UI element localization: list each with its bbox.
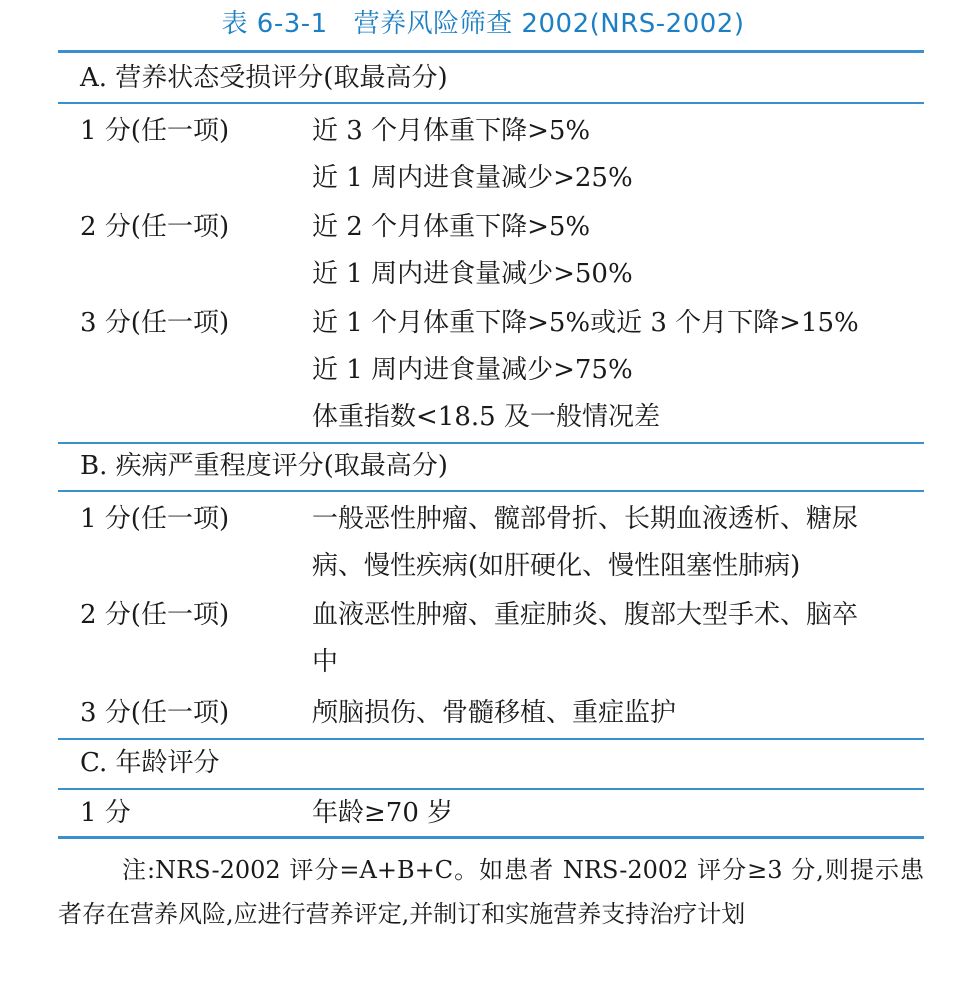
criteria-cell (312, 204, 912, 298)
criteria-line: 近 1 个月体重下降>5%或近 3 个月下降>15% (312, 308, 859, 338)
criteria-line: 年龄≥70 岁 (312, 798, 454, 828)
score-cell: 1 分 (80, 798, 131, 828)
top-rule (58, 50, 924, 53)
criteria-line: 体重指数<18.5 及一般情况差 (312, 402, 660, 432)
score-cell: 1 分(任一项) (80, 116, 230, 146)
table-title (0, 4, 966, 44)
criteria-cell (312, 496, 912, 590)
section-a-rule (58, 102, 924, 104)
criteria-cell (312, 300, 912, 441)
criteria-line: 血液恶性肿瘤、重症肺炎、腹部大型手术、脑卒 (312, 600, 859, 630)
criteria-cell (312, 592, 912, 686)
criteria-cell (312, 790, 912, 837)
criteria-line: 一般恶性肿瘤、髋部骨折、长期血液透析、糖尿 (312, 504, 859, 534)
criteria-line: 近 1 周内进食量减少>50% (312, 259, 633, 289)
score-cell: 2 分(任一项) (80, 212, 230, 242)
section-b-rule (58, 490, 924, 492)
table-number: 表 6-3-1 (221, 9, 328, 39)
criteria-line: 近 3 个月体重下降>5% (312, 116, 591, 146)
score-cell: 2 分(任一项) (80, 600, 230, 630)
section-header-c: C. 年龄评分 (80, 748, 220, 778)
criteria-line: 病、慢性疾病(如肝硬化、慢性阻塞性肺病) (312, 551, 801, 581)
score-cell: 1 分(任一项) (80, 504, 230, 534)
criteria-line: 近 1 周内进食量减少>25% (312, 163, 633, 193)
criteria-line: 近 1 周内进食量减少>75% (312, 355, 633, 385)
section-c-top-rule (58, 738, 924, 740)
table-note: 注:NRS-2002 评分=A+B+C。如患者 NRS-2002 评分≥3 分,则提示患者存在营养风险,应进行营养评定,并制订和实施营养支持治疗计划 (58, 856, 924, 928)
criteria-cell (312, 108, 912, 202)
score-cell: 3 分(任一项) (80, 308, 230, 338)
section-b-top-rule (58, 442, 924, 444)
criteria-line: 颅脑损伤、骨髓移植、重症监护 (312, 698, 677, 728)
criteria-cell (312, 690, 912, 737)
section-header-a: A. 营养状态受损评分(取最高分) (80, 63, 448, 93)
criteria-line: 中 (312, 647, 339, 677)
criteria-line: 近 2 个月体重下降>5% (312, 212, 591, 242)
section-header-b: B. 疾病严重程度评分(取最高分) (80, 451, 448, 481)
score-cell: 3 分(任一项) (80, 698, 230, 728)
table-name: 营养风险筛查 2002(NRS-2002) (353, 9, 745, 39)
